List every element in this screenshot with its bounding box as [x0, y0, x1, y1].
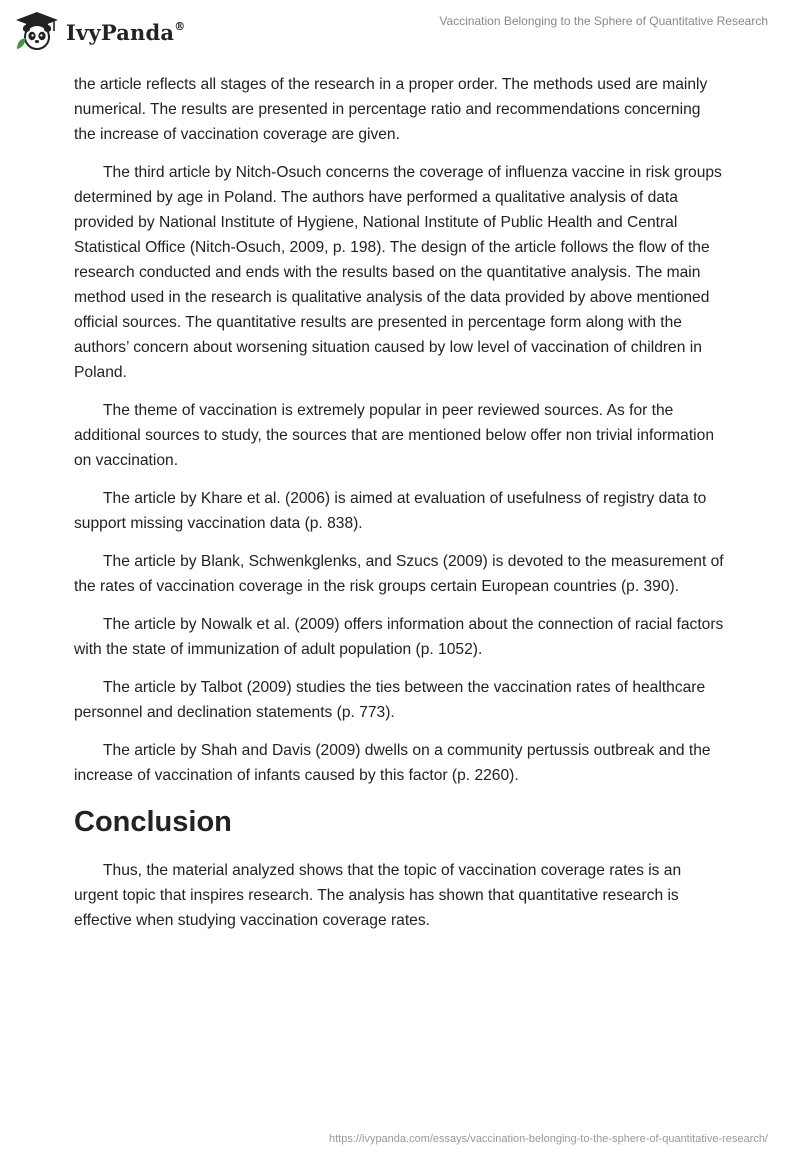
paragraph-shah-davis: The article by Shah and Davis (2009) dwells on a community pertussis outbreak and the increase of vaccination of infants caused by this factor (p. 2260). — [74, 742, 711, 784]
running-title: Vaccination Belonging to the Sphere of Quantitative Research — [439, 14, 768, 28]
paragraph-talbot: The article by Talbot (2009) studies the ties between the vaccination rates of healthcare personnel and declination statements (p. 773). — [74, 679, 706, 721]
source-url[interactable]: https://ivypanda.com/essays/vaccination-belonging-to-the-sphere-of-quantitative-research/ — [328, 1133, 768, 1145]
paragraph-additional-sources: The theme of vaccination is extremely popular in peer reviewed sources. As for the additional sources to study, the sources that are mentioned below offer non trivial information on vaccination. — [74, 402, 714, 469]
paragraph-nitch-osuch: The third article by Nitch-Osuch concerns the coverage of influenza vaccine in risk groups determined by age in Poland. The authors have performed a qualitative analysis of data provided by National Institute of Hygiene, National Institute of Public Health and Central Statistical Office (Nitch-Osuch, 2009, p. 198). The design of the article follows the flow of the research conducted and ends with the results based on the quantitative analysis. The main method used in the research is qualitative analysis of the data provided by above mentioned official sources. The quantitative results are presented in percentage form along with the authors’ concern about worsening situation caused by low level of vaccination of children in Poland. — [74, 164, 722, 381]
conclusion-heading: Conclusion — [74, 806, 232, 838]
paragraph-conclusion: Thus, the material analyzed shows that the topic of vaccination coverage rates is an urgent topic that inspires research. The analysis has shown that quantitative research is effective when studying vaccination coverage rates. — [74, 862, 682, 929]
paragraph-khare: The article by Khare et al. (2006) is aimed at evaluation of usefulness of registry data to support missing vaccination data (p. 838). — [74, 490, 707, 532]
essay-body — [74, 72, 724, 946]
panda-graduation-cap-icon — [14, 11, 60, 51]
ivypanda-logo[interactable] — [14, 9, 185, 53]
paragraph-blank: The article by Blank, Schwenkglenks, and Szucs (2009) is devoted to the measurement of the rates of vaccination coverage in the risk groups certain European countries (p. 390). — [74, 553, 724, 595]
page-header — [0, 0, 800, 62]
paragraph-continued: the article reflects all stages of the research in a proper order. The methods used are mainly numerical. The results are presented in percentage ratio and recommendations concerning the increase of vaccination coverage are given. — [74, 76, 708, 143]
brand-name: IvyPanda® — [66, 19, 186, 45]
paragraph-nowalk: The article by Nowalk et al. (2009) offers information about the connection of racial factors with the state of immunization of adult population (p. 1052). — [74, 616, 724, 658]
